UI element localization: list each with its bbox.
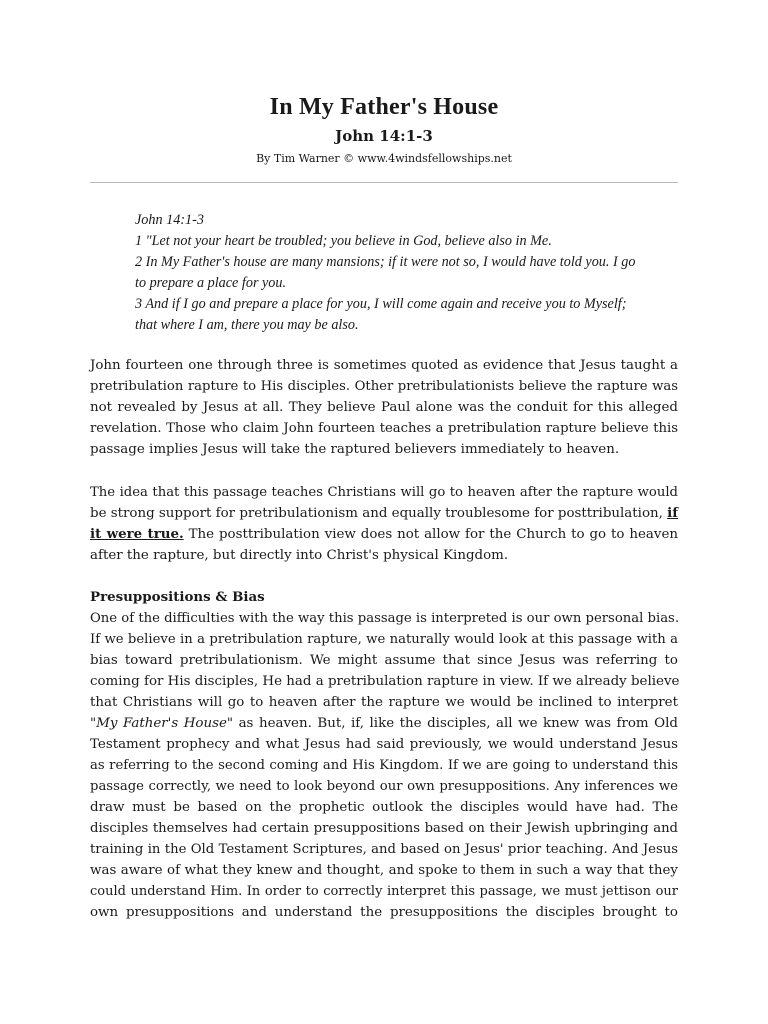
paragraph-intro [90,355,678,460]
paragraph-line: was aware of what they knew and thought, and spoke to them in such a way that they [90,863,678,878]
paragraph-line: own presuppositions and understand the presuppositions the disciples brought to [90,905,678,920]
paragraph-line: If we believe in a pretribulation rapture, we naturally would look at this passage with a [90,632,678,647]
scripture-quote [135,210,683,336]
scripture-line: 1 "Let not your heart be troubled; you believe in God, believe also in Me. [135,233,552,249]
emphasis-it-were-true: it were true. [90,526,184,542]
paragraph-line: John fourteen one through three is sometimes quoted as evidence that Jesus taught a [90,358,678,373]
paragraph-line: not revealed by Jesus at all. They believe Paul alone was the conduit for this alleged [90,400,678,415]
paragraph-text: The posttribulation view does not allow for the Church to go to heaven [183,527,678,542]
section-heading: Presuppositions & Bias [90,589,265,605]
horizontal-divider [90,182,678,183]
document-subtitle: John 14:1-3 [335,127,433,145]
paragraph-presuppositions [90,608,678,923]
scripture-line: to prepare a place for you. [135,275,287,291]
paragraph-line: coming for His disciples, He had a pretribulation rapture in view. If we already believe [90,674,680,689]
paragraph-line: passage implies Jesus will take the raptured believers immediately to heaven. [90,442,620,457]
paragraph-text: be strong support for pretribulationism and equally troublesome for posttribulation, [90,506,663,521]
paragraph-text: as heaven. But, if, like the disciples, all we knew was from Old [233,716,678,731]
paragraph-line: bias toward pretribulationism. We might assume that since Jesus was referring to [90,653,678,668]
emphasis-if: if [667,505,679,521]
paragraph-line: One of the difficulties with the way this passage is interpreted is our own personal bias. [90,611,680,626]
scripture-line: 2 In My Father's house are many mansions; if it were not so, I would have told you. I go [135,254,636,270]
paragraph-line: after the rapture, but directly into Christ's physical Kingdom. [90,548,509,563]
scripture-line: that where I am, there you may be also. [135,317,359,333]
paragraph-line: The idea that this passage teaches Christians will go to heaven after the rapture would [90,485,678,500]
document-title: In My Father's House [269,94,499,120]
paragraph-line: could understand Him. In order to correctly interpret this passage, we must jettison our [90,884,678,899]
paragraph-line: as referring to the second coming and His Kingdom. If we are going to understand this [90,758,678,773]
document-byline: By Tim Warner © www.4windsfellowships.net [256,152,512,165]
paragraph-line: revelation. Those who claim John fourteen teaches a pretribulation rapture believe this [90,421,678,436]
paragraph-line: draw must be based on the prophetic outlook the disciples would have had. The [90,800,678,815]
paragraph-line: pretribulation rapture to His disciples. Other pretribulationists believe the rapture was [90,379,678,394]
paragraph-line [90,524,678,545]
paragraph-line: Testament prophecy and what Jesus had said previously, we would understand Jesus [90,737,678,752]
paragraph-line: passage correctly, we need to look beyond our own presuppositions. Any inferences we [90,779,678,794]
paragraph-line [90,713,678,734]
quote-italic: "My Father's House" [90,716,234,731]
paragraph-line: disciples themselves had certain presuppositions based on their Jewish upbringing and [90,821,678,836]
scripture-line: 3 And if I go and prepare a place for you, I will come again and receive you to Myself; [135,296,627,312]
paragraph-line [90,503,678,524]
paragraph-idea [90,482,678,566]
scripture-reference: John 14:1-3 [135,212,204,228]
paragraph-line: that Christians will go to heaven after the rapture we would be inclined to interpret [90,695,678,710]
paragraph-line: training in the Old Testament Scriptures, and based on Jesus' prior teaching. And Jesus [90,842,678,857]
